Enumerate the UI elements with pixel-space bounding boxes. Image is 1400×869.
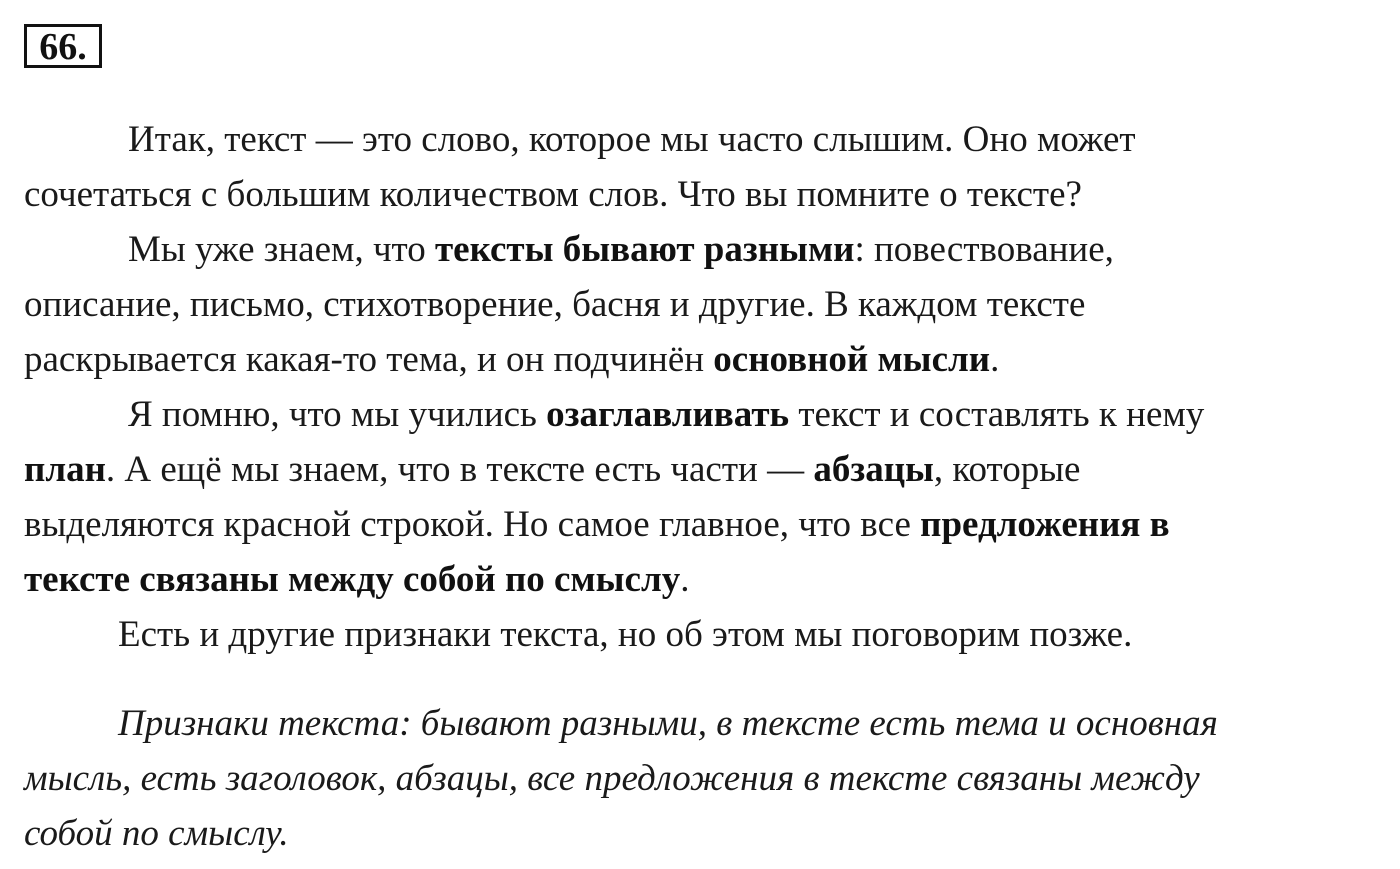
bold-term: основной мысли — [713, 339, 991, 380]
main-text — [24, 112, 1374, 662]
bold-term: абзацы — [813, 449, 934, 490]
text-segment: описание, письмо, стихотворение, басня и другие. В каждом тексте — [24, 284, 1086, 325]
bold-term: озаглавливать — [546, 394, 790, 435]
text-segment: сочетаться с большим количеством слов. Что вы помните о тексте? — [24, 174, 1082, 215]
exercise-number: 66. — [24, 24, 102, 68]
text-segment: . — [680, 559, 690, 600]
text-line — [24, 552, 1374, 607]
text-segment: , которые — [933, 449, 1081, 490]
text-line — [24, 387, 1374, 442]
text-segment: Есть и другие признаки текста, но об этом мы поговорим позже. — [118, 614, 1133, 655]
text-line — [24, 497, 1374, 552]
text-segment: Мы уже знаем, что — [128, 229, 435, 270]
bold-term: тексте связаны между собой по смыслу — [24, 559, 681, 600]
text-segment: Я помню, что мы учились — [128, 394, 547, 435]
paragraph — [24, 607, 1374, 662]
text-line — [24, 607, 1374, 662]
text-segment: . А ещё мы знаем, что в тексте есть части — — [105, 449, 814, 490]
paragraph — [24, 222, 1374, 387]
text-segment: текст и составлять к нему — [789, 394, 1205, 435]
text-line — [24, 112, 1374, 167]
text-line — [24, 277, 1374, 332]
summary-text — [24, 696, 1384, 861]
text-segment: . — [990, 339, 1000, 380]
text-line — [24, 442, 1374, 497]
text-segment: Итак, текст — это слово, которое мы часто слышим. Оно может — [128, 119, 1136, 160]
text-segment: выделяются красной строкой. Но самое главное, что все — [24, 504, 921, 545]
text-line — [24, 222, 1374, 277]
summary-line: Признаки текста: бывают разными, в тексте есть тема и основная — [118, 703, 1218, 744]
bold-term: план — [24, 449, 106, 490]
summary-line: мысль, есть заголовок, абзацы, все предложения в тексте связаны между — [24, 758, 1200, 799]
summary-line: собой по смыслу. — [24, 813, 289, 854]
bold-term: тексты бывают разными — [434, 229, 855, 270]
text-segment: : повествование, — [854, 229, 1114, 270]
text-segment: раскрывается какая-то тема, и он подчинён — [24, 339, 714, 380]
text-line — [24, 167, 1374, 222]
bold-term: предложения в — [920, 504, 1170, 545]
text-line — [24, 332, 1374, 387]
paragraph — [24, 387, 1374, 607]
paragraph — [24, 112, 1374, 222]
